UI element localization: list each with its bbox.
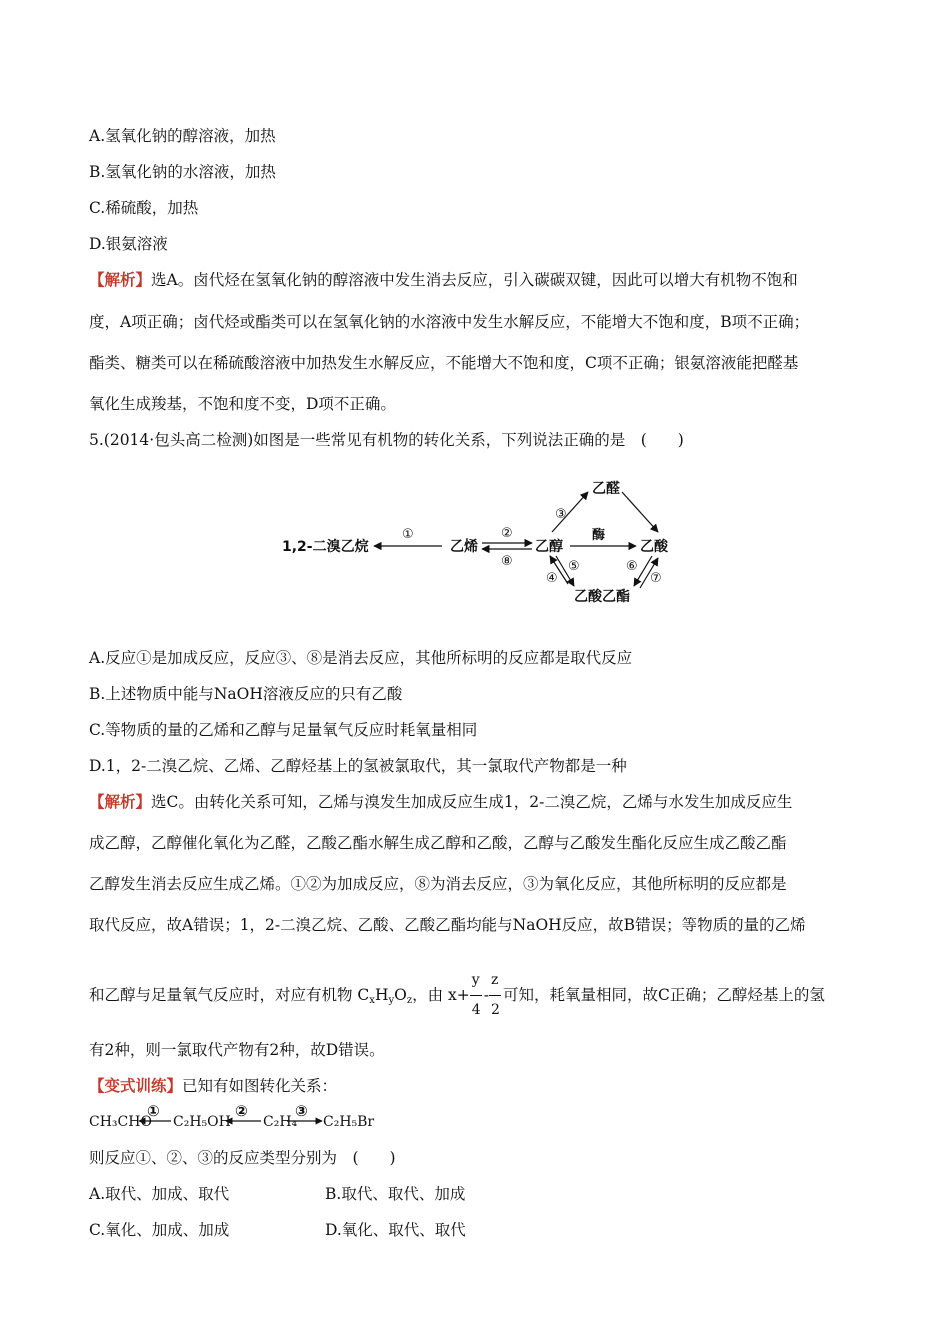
label-r5: ⑤: [568, 559, 580, 574]
node-ethyl-acetate: 乙酸乙酯: [574, 589, 630, 605]
conversion-diagram: [270, 470, 690, 610]
analysis-tag: 【解析】: [89, 271, 152, 289]
variant-question: 则反应①、②、③的反应类型分别为 ( ): [89, 1149, 396, 1167]
option-d: D.银氨溶液: [89, 235, 168, 253]
node-acetaldehyde: 乙醛: [592, 481, 620, 497]
analysis-line-2: 度，A项正确；卤代烃或酯类可以在氢氧化钠的水溶液中发生水解反应，不能增大不饱和度，B项不正确；: [89, 313, 810, 331]
label-r3: ③: [555, 507, 567, 522]
variant-chain: [89, 1100, 389, 1134]
option-b: B.氢氧化钠的水溶液，加热: [89, 163, 276, 181]
q5-option-c: C.等物质的量的乙烯和乙醇与足量氧气反应时耗氧量相同: [89, 721, 478, 739]
chain-label-3: ③: [295, 1102, 308, 1120]
arrow-oxidation: [622, 492, 658, 532]
analysis-line-3: 酯类、糖类可以在稀硫酸溶液中加热发生水解反应，不能增大不饱和度，C项不正确；银氨溶液能把醛基: [89, 354, 799, 372]
option-c: C.稀硫酸，加热: [89, 199, 199, 217]
chain-ch3cho: CH₃CHO: [89, 1114, 152, 1130]
fraction-y-over-4: $\frac{y}{4}$: [471, 972, 481, 1018]
label-r6: ⑥: [626, 559, 638, 574]
fraction-z-over-2: $\frac{z}{2}$: [491, 972, 500, 1018]
variant-heading: 【变式训练】已知有如图转化关系：: [89, 1077, 338, 1095]
q5-analysis-line-5: 和乙醇与足量氧气反应时，对应有机物 $C_xH_yO_z$，由 x+ $\frac{y}{4}$ - $\frac{z}{2}$ 可知，耗氧量相同，故C正确；乙醇烃基上的氢: [89, 972, 825, 1018]
q5-analysis-line-6: 有2种，则一氯取代产物有2种，故D错误。: [89, 1041, 385, 1059]
q5-analysis-line-4: 取代反应，故A错误；1，2-二溴乙烷、乙酸、乙酸乙酯均能与NaOH反应，故B错误；等物质的量的乙烯: [89, 916, 806, 934]
q5-option-b: B.上述物质中能与NaOH溶液反应的只有乙酸: [89, 685, 403, 703]
q5-option-d: D.1，2-二溴乙烷、乙烯、乙醇烃基上的氢被氯取代，其一氯取代产物都是一种: [89, 757, 627, 775]
node-ethylene: 乙烯: [450, 539, 478, 555]
node-ethanol: 乙醇: [535, 539, 563, 555]
q5-analysis-line-2: 成乙醇，乙醇催化氧化为乙醛，乙酸乙酯水解生成乙醇和乙酸，乙醇与乙酸发生酯化反应生成乙酸乙酯: [89, 834, 787, 852]
node-acetic-acid: 乙酸: [640, 539, 668, 555]
chain-label-2: ②: [235, 1102, 248, 1120]
q5-option-a: A.反应①是加成反应，反应③、⑧是消去反应，其他所标明的反应都是取代反应: [89, 649, 633, 667]
chain-c2h4: C₂H₄: [263, 1114, 298, 1130]
analysis-line-1: 【解析】选A。卤代烃在氢氧化钠的醇溶液中发生消去反应，引入碳碳双键，因此可以增大有机物不饱和: [89, 271, 798, 289]
variant-option-a: A.取代、加成、取代: [89, 1185, 230, 1203]
variant-tag: 【变式训练】: [89, 1077, 183, 1095]
chain-c2h5br: C₂H₅Br: [323, 1114, 375, 1130]
label-r1: ①: [402, 527, 414, 542]
chain-c2h5oh: C₂H₅OH: [173, 1114, 231, 1130]
label-r8: ⑧: [501, 554, 513, 569]
question-5-stem: 5.(2014·包头高二检测)如图是一些常见有机物的转化关系，下列说法正确的是 ( ): [89, 431, 684, 449]
node-dibromoethane: 1,2-二溴乙烷: [282, 539, 369, 555]
analysis-tag: 【解析】: [89, 793, 152, 811]
variant-option-c: C.氧化、加成、加成: [89, 1221, 230, 1239]
variant-option-b: B.取代、取代、加成: [325, 1185, 466, 1203]
option-a: A.氢氧化钠的醇溶液，加热: [89, 127, 276, 145]
label-r7: ⑦: [650, 571, 662, 586]
analysis-line-4: 氧化生成羧基，不饱和度不变，D项不正确。: [89, 395, 396, 413]
label-enzyme: 酶: [592, 528, 606, 543]
variant-option-d: D.氧化、取代、取代: [325, 1221, 466, 1239]
q5-analysis-line-1: 【解析】选C。由转化关系可知，乙烯与溴发生加成反应生成1，2-二溴乙烷，乙烯与水发生加成反应生: [89, 793, 793, 811]
label-r2: ②: [501, 526, 513, 541]
chain-label-1: ①: [147, 1102, 160, 1120]
label-r4: ④: [546, 571, 558, 586]
q5-analysis-line-3: 乙醇发生消去反应生成乙烯。①②为加成反应，⑧为消去反应，③为氧化反应，其他所标明的反应都是: [89, 875, 787, 893]
